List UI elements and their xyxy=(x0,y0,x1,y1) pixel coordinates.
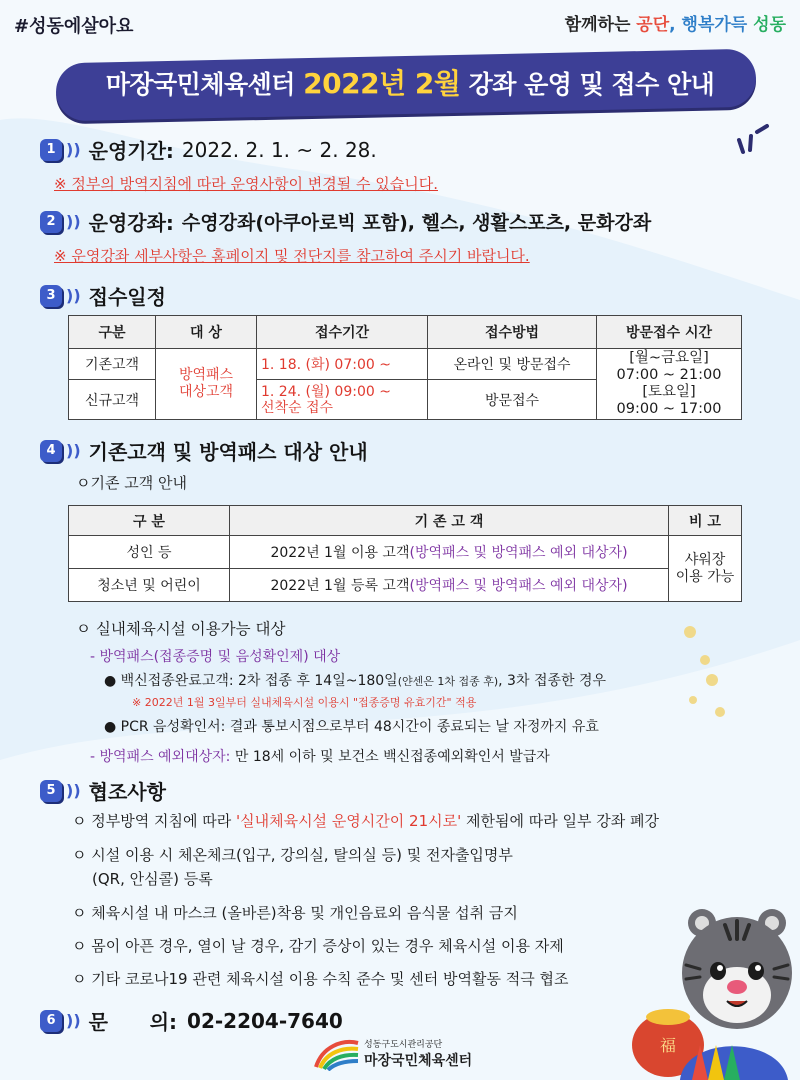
existing-table xyxy=(68,505,742,602)
section-number: 5 xyxy=(40,780,62,802)
coop-item xyxy=(72,810,659,831)
page-title xyxy=(70,62,750,102)
section-number: 2 xyxy=(40,211,62,233)
cell-text: 2022년 1월 이용 고객 xyxy=(270,545,410,561)
coop-text: ㅇ 정부방역 지침에 따라 xyxy=(72,812,236,830)
coop-text: 제한됨에 따라 일부 강좌 폐강 xyxy=(461,812,659,830)
title-suffix: 강좌 운영 및 접수 안내 xyxy=(460,70,715,99)
slogan-part: 성동 xyxy=(753,15,786,35)
table-cell: 온라인 및 방문접수 xyxy=(428,349,597,380)
table-header: 대 상 xyxy=(156,316,257,349)
table-header: 접수기간 xyxy=(257,316,428,349)
title-year-month: 2022년 2월 xyxy=(303,67,461,100)
bullet-vaccine xyxy=(104,670,606,690)
section-contact xyxy=(40,1006,343,1035)
section-courses xyxy=(40,207,651,236)
table-header: 비 고 xyxy=(669,506,742,536)
table-cell: 청소년 및 어린이 xyxy=(69,569,230,602)
cell-text: (방역패스 및 방역패스 예외 대상자) xyxy=(409,545,628,561)
exempt-text: 만 18세 이하 및 보건소 백신접종예외확인서 발급자 xyxy=(230,749,550,765)
table-cell: 성인 등 xyxy=(69,536,230,569)
table-cell: 샤워장 이용 가능 xyxy=(669,536,742,602)
table-header: 기 존 고 객 xyxy=(230,506,669,536)
coop-item: ㅇ 시설 이용 시 체온체크(입구, 강의실, 탈의실 등) 및 전자출입명부 xyxy=(72,846,513,864)
section-title: 기존고객 및 방역패스 대상 안내 xyxy=(88,440,368,464)
table-cell xyxy=(230,536,669,569)
cell-text: (방역패스 및 방역패스 예외 대상자) xyxy=(409,578,628,594)
table-header: 접수방법 xyxy=(428,316,597,349)
cell-text: 2022년 1월 등록 고객 xyxy=(270,578,410,594)
bullet-text: ● 백신접종완료고객: 2차 접종 후 14일~180일 xyxy=(104,673,398,689)
logo-icon xyxy=(312,1035,360,1071)
table-cell: 방문접수 xyxy=(428,380,597,420)
vaccine-note: ※ 2022년 1월 3일부터 실내체육시설 이용시 "접종증명 유효기간" 적용 xyxy=(132,696,477,709)
exempt-label: - 방역패스 예외대상자: xyxy=(90,749,231,765)
pass-title: - 방역패스(접종증명 및 음성확인제) 대상 xyxy=(90,649,341,665)
table-header: 방문접수 시간 xyxy=(597,316,742,349)
section-title: 협조사항 xyxy=(88,780,166,804)
section-title: 운영기간: xyxy=(88,139,174,163)
existing-subtitle: ㅇ기존 고객 안내 xyxy=(76,474,187,492)
exempt-line xyxy=(90,746,550,766)
coop-item: ㅇ 체육시설 내 마스크 (올바른)착용 및 개인음료외 음식물 섭취 금지 xyxy=(72,904,518,922)
slogan-part: , 행복가득 xyxy=(669,15,754,35)
section-value: 2022. 2. 1. ~ 2. 28. xyxy=(181,137,377,162)
courses-note: ※ 운영강좌 세부사항은 홈페이지 및 전단지를 참고하여 주시기 바랍니다. xyxy=(54,247,530,265)
section-number: 6 xyxy=(40,1010,62,1032)
section-schedule xyxy=(40,281,166,310)
bullet-pcr: ● PCR 음성확인서: 결과 통보시점으로부터 48시간이 종료되는 날 자정까지 유효 xyxy=(104,719,599,735)
section-number: 3 xyxy=(40,285,62,307)
section-number: 4 xyxy=(40,440,62,462)
logo-center: 마장국민체육센터 xyxy=(364,1052,473,1069)
section-number: 1 xyxy=(40,139,62,161)
section-value: 수영강좌(아쿠아로빅 포함), 헬스, 생활스포츠, 문화강좌 xyxy=(181,212,652,234)
section-title: 운영강좌: xyxy=(88,211,174,235)
sound-icon: )) xyxy=(66,212,81,231)
bullet-text: , 3차 접종한 경우 xyxy=(498,673,607,689)
section-existing xyxy=(40,436,368,465)
sound-icon: )) xyxy=(66,140,81,159)
table-cell: 기존고객 xyxy=(69,349,156,380)
bag-char: 福 xyxy=(659,1036,677,1055)
schedule-table xyxy=(68,315,742,420)
tiger-mascot-icon xyxy=(630,895,795,1080)
center-logo xyxy=(312,1035,472,1071)
table-cell: 1. 18. (화) 07:00 ~ xyxy=(257,349,428,380)
section-title: 접수일정 xyxy=(88,285,166,309)
slogan-part: 함께하는 xyxy=(564,15,637,35)
title-prefix: 마장국민체육센터 xyxy=(105,70,304,99)
coop-item-cont: (QR, 안심콜) 등록 xyxy=(92,870,213,888)
table-cell xyxy=(230,569,669,602)
logo-org: 성동구도시관리공단 xyxy=(364,1039,443,1050)
hashtag: #성동에살아요 xyxy=(14,16,134,37)
table-cell: [월~금요일] 07:00 ~ 21:00 [토요일] 09:00 ~ 17:00 xyxy=(597,349,742,420)
slogan-part: 공단 xyxy=(636,15,670,35)
sound-icon: )) xyxy=(66,441,81,460)
sound-icon: )) xyxy=(66,286,81,305)
contact-phone: 02-2204-7640 xyxy=(187,1008,343,1033)
coop-item: ㅇ 기타 코로나19 관련 체육시설 이용 수칙 준수 및 센터 방역활동 적극 협조 xyxy=(72,970,569,988)
table-cell: 1. 24. (월) 09:00 ~ 선착순 접수 xyxy=(257,380,428,420)
table-cell: 방역패스 대상고객 xyxy=(156,349,257,420)
table-header: 구 분 xyxy=(69,506,230,536)
sound-icon: )) xyxy=(66,781,81,800)
coop-item: ㅇ 몸이 아픈 경우, 열이 날 경우, 감기 증상이 있는 경우 체육시설 이용 자제 xyxy=(72,937,564,955)
bullet-small: (얀센은 1차 접종 후) xyxy=(397,675,499,688)
slogan xyxy=(565,10,786,35)
indoor-title: ㅇ 실내체육시설 이용가능 대상 xyxy=(76,620,286,638)
section-period xyxy=(40,135,377,164)
section-cooperation xyxy=(40,776,166,805)
coop-highlight: '실내체육시설 운영시간이 21시로' xyxy=(235,812,462,830)
table-header: 구분 xyxy=(69,316,156,349)
period-note: ※ 정부의 방역지침에 따라 운영사항이 변경될 수 있습니다. xyxy=(54,175,438,193)
sparkle-icon xyxy=(735,122,775,162)
table-cell: 신규고객 xyxy=(69,380,156,420)
section-title: 문 의: xyxy=(88,1010,178,1034)
sound-icon: )) xyxy=(66,1011,81,1030)
